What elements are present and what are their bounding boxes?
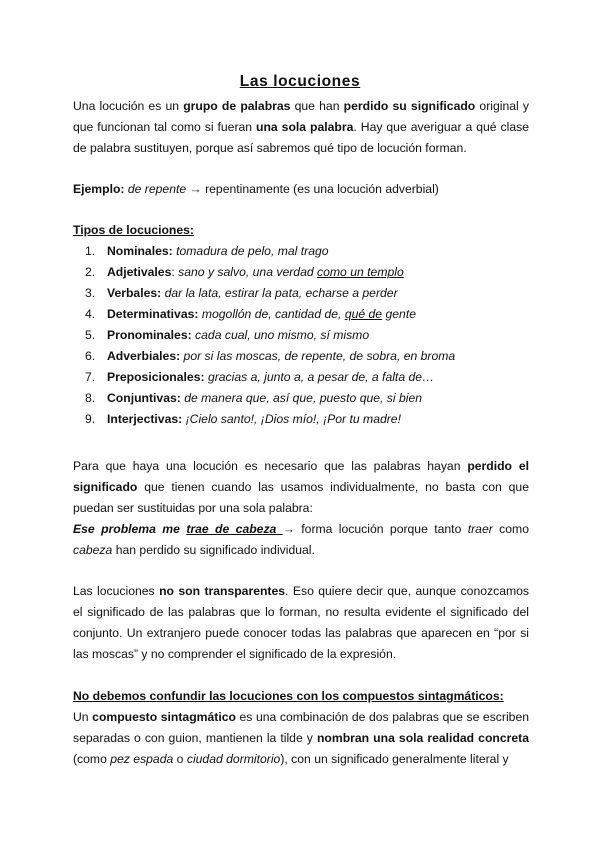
section2-text: o bbox=[173, 752, 187, 766]
list-item bbox=[85, 283, 455, 304]
para2-italic-traer: traer bbox=[467, 522, 493, 536]
para2-italic-cabeza: cabeza bbox=[73, 543, 113, 557]
example-label: Ejemplo: bbox=[73, 182, 125, 196]
intro-text: Una locución es un bbox=[73, 99, 184, 113]
section2-text: (como bbox=[73, 752, 111, 766]
section2-bold-compuesto: compuesto sintagmático bbox=[92, 710, 236, 724]
types-heading bbox=[73, 220, 529, 241]
paragraph-transparentes bbox=[73, 581, 529, 665]
example-phrase: de repente bbox=[127, 182, 187, 196]
intro-bold-grupo: grupo de palabras bbox=[183, 99, 291, 113]
example-sentence-underlined: trae de cabeza bbox=[186, 522, 283, 536]
item-number: 7. bbox=[85, 370, 96, 384]
intro-text: . Hay que averiguar a qué clase de palabra sustituyen, porque así sabremos qué tipo de locución forman. bbox=[73, 120, 529, 155]
item-examples: gracias a, junto a, a pesar de, a falta de… bbox=[207, 370, 435, 384]
types-list bbox=[85, 241, 455, 430]
intro-paragraph bbox=[73, 96, 529, 159]
list-item bbox=[85, 409, 455, 430]
intro-bold-palabra: una sola palabra bbox=[256, 120, 354, 134]
item-number: 9. bbox=[85, 412, 96, 426]
item-number: 2. bbox=[85, 265, 96, 279]
item-examples: tomadura de pelo, mal trago bbox=[176, 244, 329, 258]
item-number: 4. bbox=[85, 307, 96, 321]
paragraph-perdido-significado bbox=[73, 456, 529, 561]
item-label: Pronominales: bbox=[107, 328, 192, 342]
item-label: Interjectivas: bbox=[107, 412, 183, 426]
section2-italic-pez: pez espada bbox=[110, 752, 174, 766]
example-sentence-start: Ese problema me bbox=[73, 522, 187, 536]
item-number: 8. bbox=[85, 391, 96, 405]
item-label: Conjuntivas: bbox=[107, 391, 181, 405]
list-item bbox=[85, 346, 455, 367]
item-label: Determinativas: bbox=[107, 307, 199, 321]
section2-text: Un bbox=[73, 710, 93, 724]
page-title: Las locuciones bbox=[239, 73, 361, 90]
item-number: 5. bbox=[85, 328, 96, 342]
para3-bold: no son transparentes bbox=[159, 584, 286, 598]
list-item bbox=[85, 241, 455, 262]
para2-text: Para que haya una locución es necesario que las palabras hayan bbox=[73, 459, 468, 473]
item-examples: cada cual, uno mismo, sí mismo bbox=[195, 328, 370, 342]
intro-text: original y que funcionan tal como si fueran bbox=[73, 99, 529, 134]
para2-text: que tienen cuando las usamos individualmente, no basta con que puedan ser sustituidas por una sola palabra: bbox=[73, 480, 529, 515]
item-label: Nominales: bbox=[107, 244, 173, 258]
section2-text: es una combinación de dos palabras que se escriben separadas o con guion, mantienen la tilde y bbox=[73, 710, 529, 745]
section2-heading-text: No debemos confundir las locuciones con los compuestos sintagmáticos: bbox=[73, 689, 504, 703]
arrow-icon: → bbox=[282, 522, 295, 536]
item-label: Preposicionales: bbox=[107, 370, 205, 384]
item-examples: sano y salvo, una verdad bbox=[178, 265, 318, 279]
section2-heading bbox=[73, 686, 529, 707]
item-post: gente bbox=[382, 307, 416, 321]
item-number: 3. bbox=[85, 286, 96, 300]
list-item bbox=[85, 325, 455, 346]
item-underlined: qué de bbox=[344, 307, 383, 321]
item-examples: por si las moscas, de repente, de sobra, en broma bbox=[183, 349, 456, 363]
para2-bold: perdido el significado bbox=[73, 459, 529, 494]
para3-text: . Eso quiere decir que, aunque conozcamos el significado de las palabras que lo forman, no resulta evidente el significado del conjunto. Un extranjero puede conocer todas las palabras que aparecen en “por si las moscas” y no comprender el significado de la expresión. bbox=[73, 584, 529, 661]
intro-bold-perdido: perdido su significado bbox=[343, 99, 476, 113]
list-item bbox=[85, 388, 455, 409]
example-line bbox=[73, 179, 529, 200]
item-label: Verbales: bbox=[107, 286, 162, 300]
item-underlined: como un templo bbox=[317, 265, 404, 279]
item-examples: dar la lata, estirar la pata, echarse a perder bbox=[164, 286, 398, 300]
item-label: Adverbiales: bbox=[107, 349, 181, 363]
intro-text: que han bbox=[290, 99, 344, 113]
item-examples: mogollón de, cantidad de, bbox=[201, 307, 345, 321]
item-examples: de manera que, así que, puesto que, si bien bbox=[184, 391, 423, 405]
section2-bold-realidad: nombran una sola realidad concreta bbox=[316, 731, 529, 745]
item-label: Adjetivales bbox=[107, 265, 172, 279]
para2-text: forma locución porque tanto bbox=[294, 522, 468, 536]
section2-text: ), con un significado generalmente literal y bbox=[280, 752, 509, 766]
list-item bbox=[85, 367, 455, 388]
section2-italic-ciudad: ciudad dormitorio bbox=[186, 752, 281, 766]
example-rest: → repentinamente (es una locución adverbial) bbox=[186, 182, 439, 196]
paragraph-compuesto bbox=[73, 707, 529, 770]
item-number: 1. bbox=[85, 244, 96, 258]
item-sep: : bbox=[171, 265, 179, 279]
para2-text: han perdido su significado individual. bbox=[112, 543, 315, 557]
item-number: 6. bbox=[85, 349, 96, 363]
item-examples: ¡Cielo santo!, ¡Dios mío!, ¡Por tu madre! bbox=[185, 412, 401, 426]
list-item bbox=[85, 262, 455, 283]
para2-text: como bbox=[492, 522, 529, 536]
list-item bbox=[85, 304, 455, 325]
para3-text: Las locuciones bbox=[73, 584, 160, 598]
types-heading-text: Tipos de locuciones: bbox=[73, 223, 194, 237]
